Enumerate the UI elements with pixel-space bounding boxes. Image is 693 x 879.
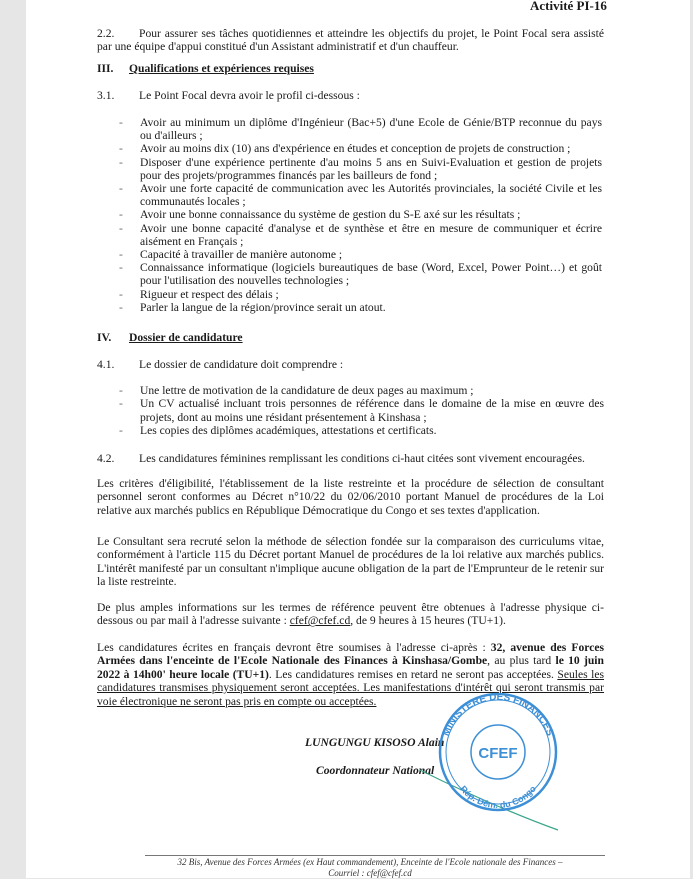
list-item: - Rigueur et respect des délais ;	[97, 288, 602, 301]
svg-text:Rép. Dém. du Congo: Rép. Dém. du Congo	[458, 783, 538, 811]
paragraph-text: Le Point Focal devra avoir le profil ci-dessous :	[139, 89, 360, 102]
list-item: - Avoir une forte capacité de communication avec les Autorités provinciales, la société Civile et les communautés locales ;	[97, 182, 602, 208]
paragraph-text: De plus amples informations sur les termes de référence peuvent être obtenues à l'adresse physique ci-dessous ou par mail à l'adresse suivante :	[97, 601, 604, 628]
section-number: 3.1.	[97, 89, 115, 102]
svg-text:CFEF: CFEF	[478, 745, 518, 762]
activity-label: Activité PI-16	[530, 0, 607, 13]
paragraph-eligibility: Les critères d'éligibilité, l'établissement de la liste restreinte et la procédure de sélection de consultant personnel seront conformes au Décret n°10/22 du 02/06/2010 portant Manuel de procédures de la Loi relative aux marchés publics en République Démocratique du Congo et ses textes d'application.	[97, 477, 604, 517]
signatory-name: LUNGUNGU KISOSO Alain	[305, 736, 445, 749]
section-number: 4.1.	[97, 358, 115, 371]
footer-divider	[145, 855, 605, 856]
footer	[110, 857, 630, 879]
list-item: - Avoir une bonne capacité d'analyse et de synthèse et être en mesure de communiquer et écrire aisément en Français ;	[97, 222, 602, 248]
paragraph-information	[97, 601, 604, 628]
section-number: III.	[97, 62, 114, 75]
address-text: 32, avenue des Forces Armées dans l'enceinte de l'Ecole Nationale des Finances à Kinshasa/Gombe	[97, 641, 604, 668]
list-item: - Avoir au minimum un diplôme d'Ingénieur (Bac+5) d'une Ecole de Génie/BTP reconnue du pays ou d'ailleurs ;	[97, 116, 602, 142]
paragraph-text: . Les candidatures remises en retard ne seront pas acceptées.	[268, 667, 558, 681]
footer-email: Courriel : cfef@cfef.cd	[328, 868, 412, 878]
official-stamp	[420, 690, 580, 840]
svg-text:MINISTERE DES FINANCES: MINISTERE DES FINANCES	[440, 691, 556, 738]
section-4-2	[97, 452, 604, 465]
list-item: - Capacité à travailler de manière autonome ;	[97, 248, 602, 261]
list-item: - Disposer d'une expérience pertinente d'au moins 5 ans en Suivi-Evaluation et gestion de projets pour des projets/programmes financés par les bailleurs de fond ;	[97, 156, 602, 182]
paragraph-text: , de 9 heures à 15 heures (TU+1).	[350, 614, 506, 628]
list-item: - Les copies des diplômes académiques, attestations et certificats.	[97, 424, 604, 437]
paragraph-text: , au plus tard	[487, 654, 556, 668]
list-item: - Avoir une bonne connaissance du système de gestion du S-E axé sur les résultats ;	[97, 208, 602, 221]
dossier-list	[97, 384, 604, 438]
deadline-text: le 10 juin 2022 à 14h00' heure locale (TU+1)	[97, 654, 604, 681]
section-2-2	[97, 27, 604, 54]
list-item: - Connaissance informatique (logiciels bureautiques de base (Word, Excel, Power Point…) et goût pour l'utilisation des nouvelles technologies ;	[97, 261, 602, 287]
list-item: - Une lettre de motivation de la candidature de deux pages au maximum ;	[97, 384, 604, 397]
list-item: - Avoir au moins dix (10) ans d'expérience en études et conception de projets de construction ;	[97, 142, 602, 155]
qualifications-list	[97, 116, 602, 314]
signatory-title: Coordonnateur National	[316, 764, 435, 777]
email-link[interactable]: cfef@cfef.cd	[289, 614, 351, 628]
footer-address: 32 Bis, Avenue des Forces Armées (ex Haut commandement), Enceinte de l'Ecole nationale des Finances –	[177, 857, 563, 867]
list-item: - Parler la langue de la région/province serait un atout.	[97, 301, 602, 314]
section-3-1	[97, 89, 604, 102]
section-4-1	[97, 358, 604, 371]
paragraph-selection: Le Consultant sera recruté selon la méthode de sélection fondée sur la comparaison des curriculums vitae, conformément à l'article 115 du Décret portant Manuel de procédures de la loi relative aux marchés publics. L'intérêt manifesté par un consultant n'implique aucune obligation de la part de l'Emprunteur de le retenir sur la liste restreinte.	[97, 535, 604, 589]
paragraph-text: Les candidatures féminines remplissant les conditions ci-haut citées sont vivement encouragées.	[139, 452, 585, 465]
list-item: - Un CV actualisé incluant trois personnes de référence dans le domaine de la mise en œuvre des projets, dont au moins une résidant présentement à Kinshasa ;	[97, 397, 604, 424]
section-number: 2.2.	[97, 27, 115, 40]
paragraph-text: Les candidatures écrites en français devront être soumises à l'adresse ci-après :	[97, 641, 491, 654]
section-4-heading	[97, 331, 604, 344]
paragraph-text: Le dossier de candidature doit comprendre :	[139, 358, 344, 371]
section-title: Qualifications et expériences requises	[129, 62, 314, 75]
section-number: 4.2.	[97, 452, 115, 465]
underlined-notice: Seules les candidatures transmises physiquement seront acceptées. Les manifestations d'intérêt qui seront transmis par voie électronique ne seront pas pris en compte ou acceptées.	[97, 667, 605, 708]
section-number: IV.	[97, 331, 112, 344]
section-title: Dossier de candidature	[129, 331, 243, 344]
paragraph-text: Pour assurer ses tâches quotidiennes et atteindre les objectifs du projet, le Point Focal sera assisté par une équipe d'appui constitué d'un Assistant administratif et d'un chauffeur.	[97, 27, 604, 54]
section-3-heading	[97, 62, 604, 75]
